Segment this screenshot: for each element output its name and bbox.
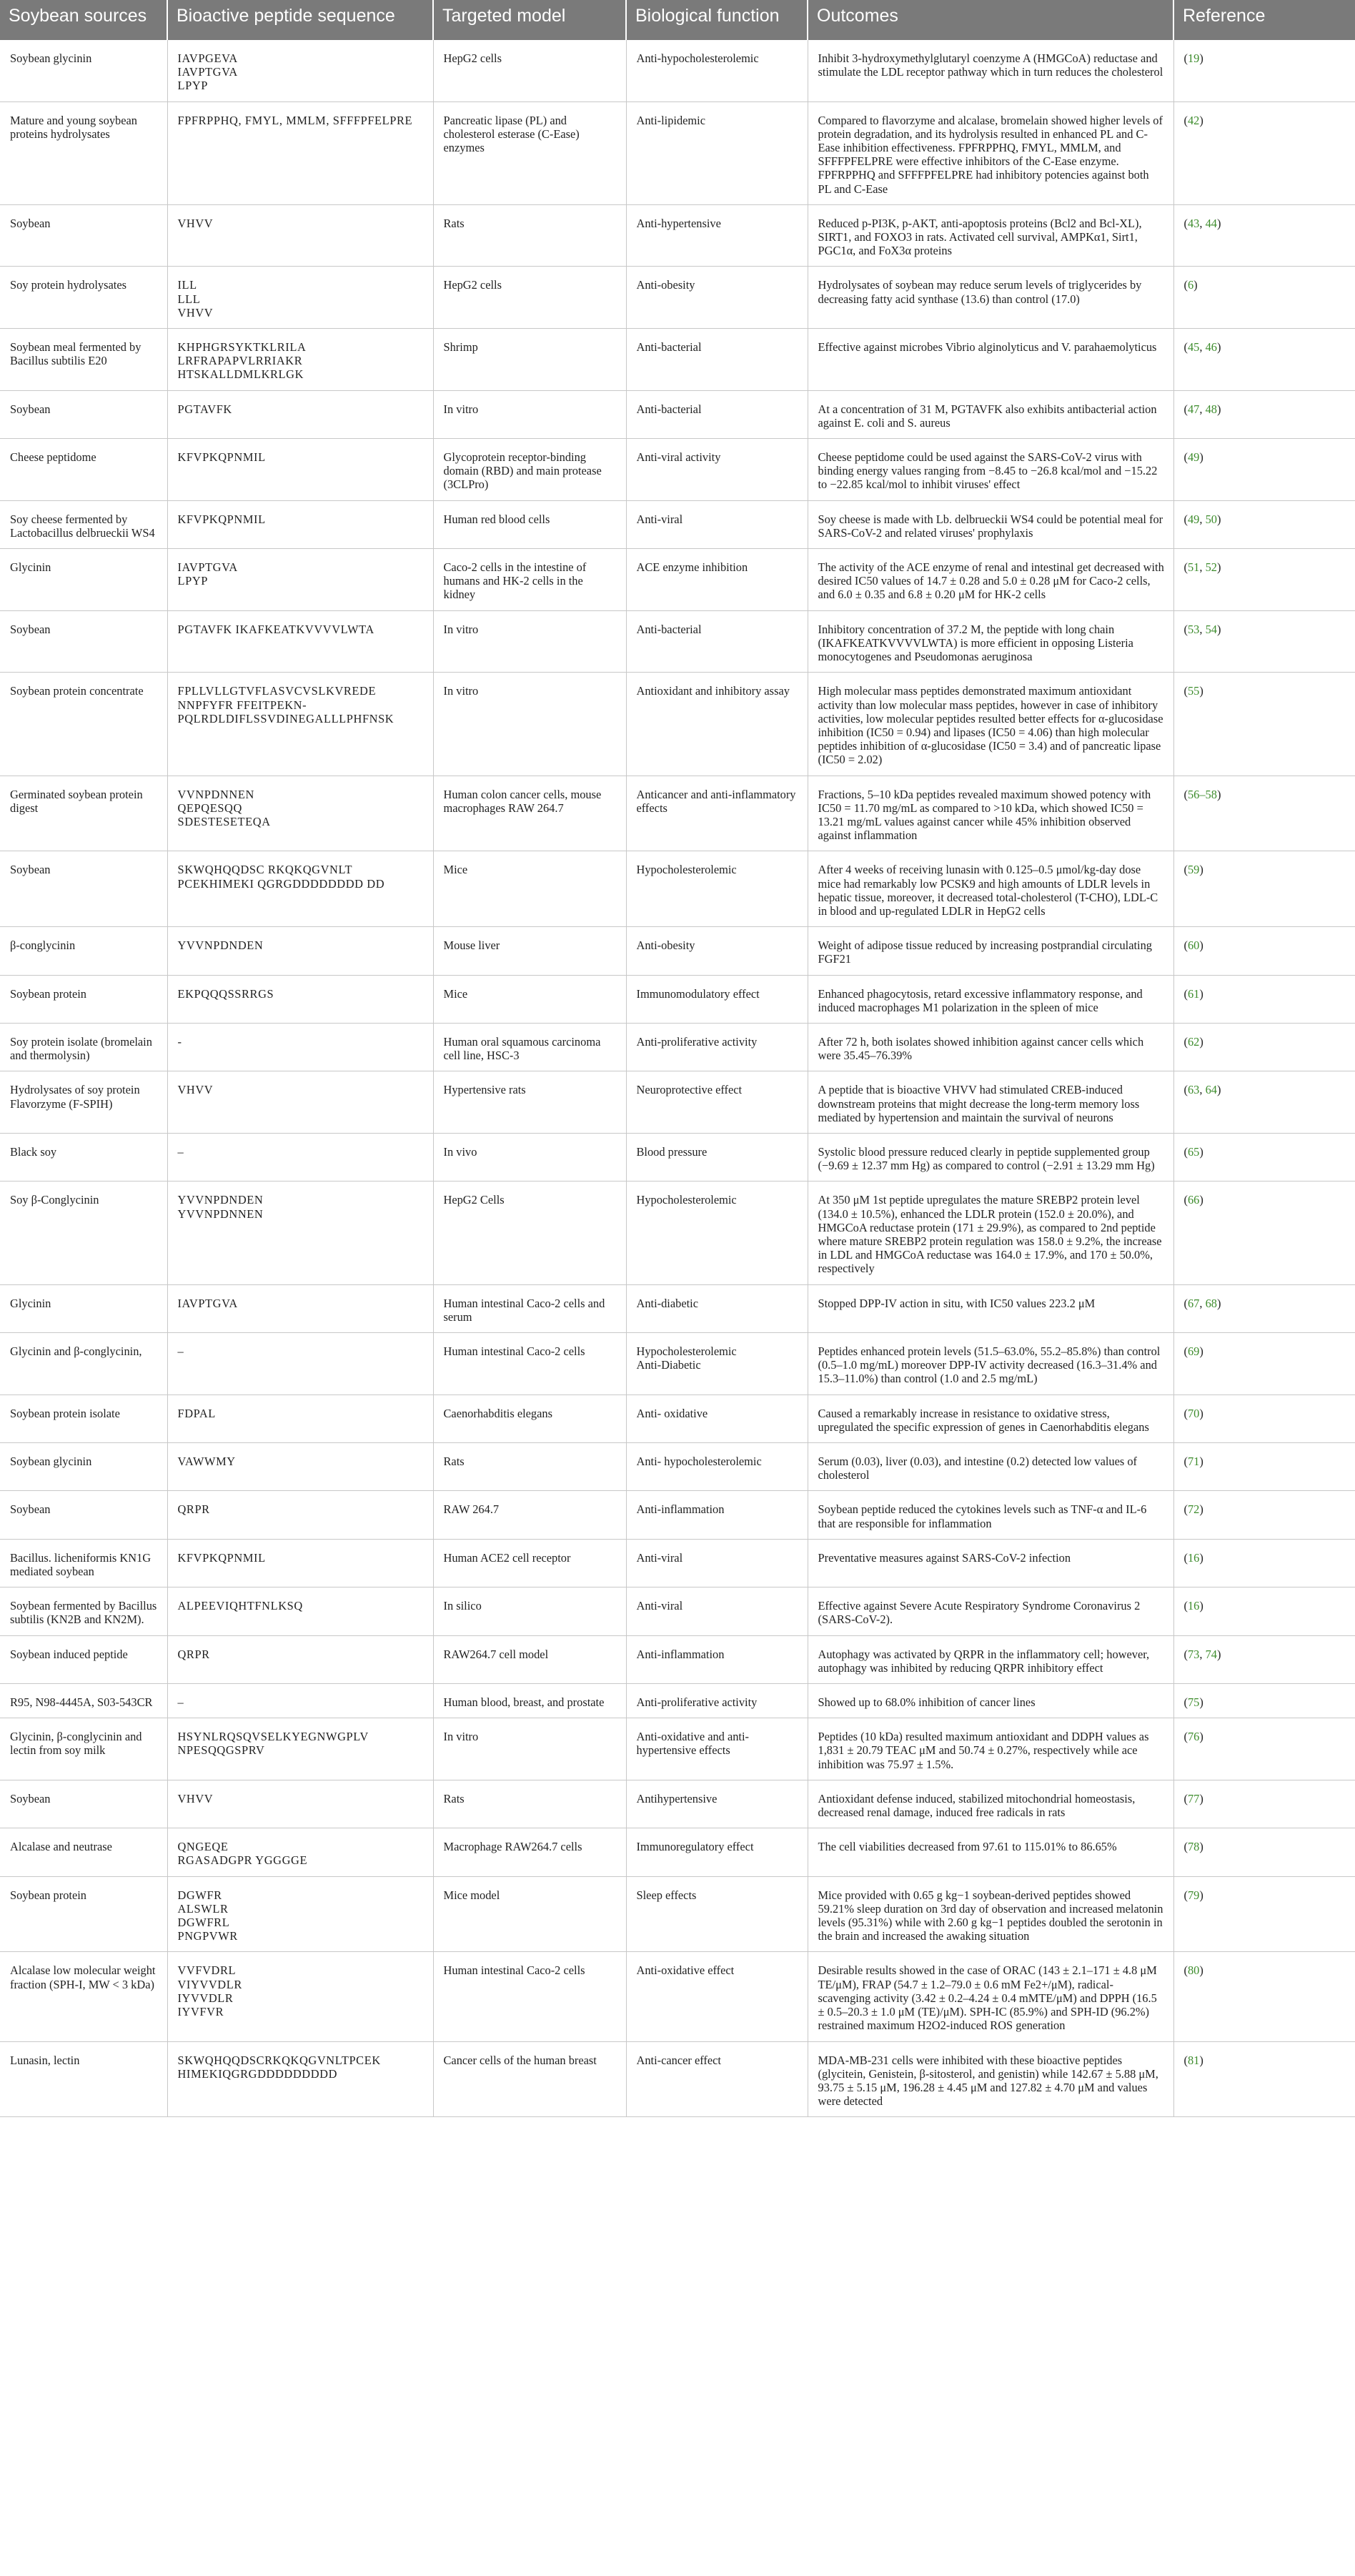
reference-link[interactable]: 70	[1187, 1406, 1200, 1420]
outcome-cell: Effective against microbes Vibrio alginolyticus and V. parahaemolyticus	[808, 329, 1173, 391]
table-row	[0, 439, 1355, 501]
outcome-cell: A peptide that is bioactive VHVV had stimulated CREB-induced downstream proteins that might decrease the long-term memory loss mediated by hypertension and maintain the survival of neurons	[808, 1071, 1173, 1134]
function-cell: Anti-inflammation	[626, 1491, 808, 1539]
source-cell: R95, N98-4445A, S03-543CR	[0, 1684, 167, 1718]
outcome-cell: Autophagy was activated by QRPR in the inflammatory cell; however, autophagy was inhibited by reducing QRPR inhibitory effect	[808, 1635, 1173, 1683]
peptide-cell: VHVV	[167, 1780, 433, 1828]
source-cell: Soybean protein	[0, 1876, 167, 1952]
source-cell: Soybean	[0, 1491, 167, 1539]
function-cell: Immunoregulatory effect	[626, 1828, 808, 1876]
function-cell: Anti- oxidative	[626, 1394, 808, 1442]
model-cell: RAW264.7 cell model	[433, 1635, 626, 1683]
reference-cell: (81)	[1173, 2041, 1355, 2117]
peptide-cell: ALPEEVIQHTFNLKSQ	[167, 1587, 433, 1635]
reference-link[interactable]: 66	[1187, 1193, 1200, 1207]
source-cell: β-conglycinin	[0, 927, 167, 975]
function-cell: Antioxidant and inhibitory assay	[626, 673, 808, 776]
model-cell: Human intestinal Caco-2 cells	[433, 1333, 626, 1395]
model-cell: Shrimp	[433, 329, 626, 391]
model-cell: Mice	[433, 975, 626, 1023]
table-row	[0, 549, 1355, 611]
peptide-cell: –	[167, 1333, 433, 1395]
table-row	[0, 927, 1355, 975]
reference-link[interactable]: 50	[1205, 512, 1217, 526]
peptide-cell: PGTAVFK IKAFKEATKVVVVLWTA	[167, 610, 433, 673]
reference-link[interactable]: 60	[1187, 938, 1200, 953]
source-cell: Soybean	[0, 390, 167, 438]
table-row	[0, 1828, 1355, 1876]
model-cell: Glycoprotein receptor-binding domain (RBD) and main protease (3CLPro)	[433, 439, 626, 501]
reference-cell: (67, 68)	[1173, 1284, 1355, 1332]
header-targeted-model: Targeted model	[433, 0, 626, 40]
model-cell: Caenorhabditis elegans	[433, 1394, 626, 1442]
function-cell: Anti-proliferative activity	[626, 1684, 808, 1718]
model-cell: HepG2 Cells	[433, 1182, 626, 1284]
outcome-cell: After 4 weeks of receiving lunasin with 0.125–0.5 μmol/kg-day dose mice had remarkably low PCSK9 and high amounts of LDLR levels in hepatic tissue, moreover, it decreased total-cholesterol (T-CHO), LDL-C in blood and up-regulated LDLR in HepG2 cells	[808, 851, 1173, 927]
peptide-cell: VAWWMY	[167, 1443, 433, 1491]
reference-cell: (61)	[1173, 975, 1355, 1023]
table-row	[0, 390, 1355, 438]
function-cell: Hypocholesterolemic	[626, 851, 808, 927]
reference-cell: (70)	[1173, 1394, 1355, 1442]
source-cell: Bacillus. licheniformis KN1G mediated soybean	[0, 1539, 167, 1587]
table-row	[0, 1284, 1355, 1332]
reference-cell: (56–58)	[1173, 776, 1355, 851]
reference-cell: (62)	[1173, 1023, 1355, 1071]
outcome-cell: Inhibitory concentration of 37.2 M, the peptide with long chain (IKAFKEATKVVVVLWTA) is more efficient in opposing Listeria monocytogenes and Pseudomonas aeruginosa	[808, 610, 1173, 673]
source-cell: Soybean fermented by Bacillus subtilis (KN2B and KN2M).	[0, 1587, 167, 1635]
peptide-cell: IAVPGEVA IAVPTGVA LPYP	[167, 40, 433, 101]
source-cell: Glycinin	[0, 1284, 167, 1332]
reference-cell: (45, 46)	[1173, 329, 1355, 391]
function-cell: Anticancer and anti-inflammatory effects	[626, 776, 808, 851]
source-cell: Lunasin, lectin	[0, 2041, 167, 2117]
reference-link[interactable]: 75	[1187, 1695, 1200, 1710]
reference-cell: (76)	[1173, 1718, 1355, 1780]
table-row	[0, 101, 1355, 204]
table-row	[0, 975, 1355, 1023]
table-row	[0, 1635, 1355, 1683]
reference-link[interactable]: 54	[1205, 622, 1217, 636]
reference-cell: (77)	[1173, 1780, 1355, 1828]
reference-link[interactable]: 67	[1187, 1296, 1200, 1310]
function-cell: Anti- hypocholesterolemic	[626, 1443, 808, 1491]
table-row	[0, 1394, 1355, 1442]
table-row	[0, 1182, 1355, 1284]
outcome-cell: Systolic blood pressure reduced clearly in peptide supplemented group (−9.69 ± 12.37 mm Hg) as compared to control (−2.91 ± 13.29 mm Hg)	[808, 1133, 1173, 1181]
function-cell: Anti-viral activity	[626, 439, 808, 501]
function-cell: Anti-proliferative activity	[626, 1023, 808, 1071]
peptide-cell: HSYNLRQSQVSELKYEGNWGPLV NPESQQGSPRV	[167, 1718, 433, 1780]
model-cell: Mouse liver	[433, 927, 626, 975]
header-outcomes: Outcomes	[808, 0, 1173, 40]
table-header-row	[0, 0, 1355, 40]
reference-link[interactable]: 74	[1205, 1647, 1217, 1661]
outcome-cell: Cheese peptidome could be used against the SARS-CoV-2 virus with binding energy values ranging from −8.45 to −26.8 kcal/mol and −15.22 to −22.85 kcal/mol to inhibit viruses' effect	[808, 439, 1173, 501]
peptide-cell: QRPR	[167, 1491, 433, 1539]
table-row	[0, 40, 1355, 101]
reference-link[interactable]: 73	[1187, 1647, 1200, 1661]
reference-cell: (60)	[1173, 927, 1355, 975]
outcome-cell: Antioxidant defense induced, stabilized mitochondrial homeostasis, decreased renal damage, induced free radicals in rats	[808, 1780, 1173, 1828]
outcome-cell: Desirable results showed in the case of ORAC (143 ± 2.1–171 ± 4.8 μM TE/μM), FRAP (54.7 ± 1.2–79.0 ± 0.6 mM Fe2+/μM), radical-scavenging activity (3.42 ± 0.2–4.24 ± 0.4 mMTE/μM) and DPPH (16.5 ± 0.5–20.3 ± 1.0 μM (TE)/μM). SPH-IC (85.9%) and SPH-ID (96.2%) restrained maximum H2O2-induced ROS generation	[808, 1952, 1173, 2041]
function-cell: ACE enzyme inhibition	[626, 549, 808, 611]
peptide-cell: –	[167, 1133, 433, 1181]
model-cell: Human intestinal Caco-2 cells and serum	[433, 1284, 626, 1332]
reference-cell: (6)	[1173, 267, 1355, 329]
source-cell: Soybean	[0, 204, 167, 267]
reference-link[interactable]: 80	[1187, 1963, 1200, 1978]
table-row	[0, 776, 1355, 851]
reference-link[interactable]: 65	[1187, 1144, 1200, 1159]
table-row	[0, 1587, 1355, 1635]
reference-link[interactable]: 56–58	[1187, 787, 1217, 801]
model-cell: Macrophage RAW264.7 cells	[433, 1828, 626, 1876]
header-biological-function: Biological function	[626, 0, 808, 40]
table-row	[0, 204, 1355, 267]
model-cell: Cancer cells of the human breast	[433, 2041, 626, 2117]
reference-cell: (43, 44)	[1173, 204, 1355, 267]
reference-link[interactable]: 49	[1187, 512, 1200, 526]
function-cell: Hypocholesterolemic Anti-Diabetic	[626, 1333, 808, 1395]
table-row	[0, 1491, 1355, 1539]
reference-link[interactable]: 72	[1187, 1502, 1200, 1517]
reference-link[interactable]: 77	[1187, 1791, 1200, 1805]
peptide-cell: FPLLVLLGTVFLASVCVSLKVREDE NNPFYFR FFEITPEKN- PQLRDLDIFLSSVDINEGALLLPHFNSK	[167, 673, 433, 776]
peptide-cell: VHVV	[167, 204, 433, 267]
outcome-cell: Effective against Severe Acute Respiratory Syndrome Coronavirus 2 (SARS-CoV-2).	[808, 1587, 1173, 1635]
function-cell: Anti-obesity	[626, 267, 808, 329]
reference-cell: (59)	[1173, 851, 1355, 927]
reference-cell: (55)	[1173, 673, 1355, 776]
source-cell: Soybean protein concentrate	[0, 673, 167, 776]
source-cell: Soy protein hydrolysates	[0, 267, 167, 329]
reference-link[interactable]: 19	[1187, 51, 1200, 65]
peptide-cell: VVNPDNNEN QEPQESQQ SDESTESETEQA	[167, 776, 433, 851]
table-row	[0, 500, 1355, 548]
function-cell: Sleep effects	[626, 1876, 808, 1952]
reference-link[interactable]: 76	[1187, 1730, 1200, 1744]
model-cell: Human oral squamous carcinoma cell line, HSC-3	[433, 1023, 626, 1071]
outcome-cell: High molecular mass peptides demonstrated maximum antioxidant activity than low molecular mass peptides, however in case of inhibitory activities, low molecular peptides resulted better effects for α-glucosidase inhibition (IC50 = 0.94) and lipases (IC50 = 4.06) than high molecular peptides inhibition of α-glucosidase (IC50 = 3.4) and of pancreatic lipase (IC50 = 2.02)	[808, 673, 1173, 776]
reference-link[interactable]: 64	[1205, 1083, 1217, 1097]
source-cell: Mature and young soybean proteins hydrolysates	[0, 101, 167, 204]
reference-link[interactable]: 51	[1187, 560, 1200, 575]
reference-link[interactable]: 59	[1187, 863, 1200, 877]
outcome-cell: The activity of the ACE enzyme of renal and intestinal get decreased with desired IC50 values of 14.7 ± 0.28 and 5.0 ± 0.28 μM for Caco-2 cells, and 6.0 ± 0.35 and 6.8 ± 0.20 μM for HK-2 cells	[808, 549, 1173, 611]
source-cell: Glycinin, β-conglycinin and lectin from soy milk	[0, 1718, 167, 1780]
table-row	[0, 1539, 1355, 1587]
function-cell: Anti-diabetic	[626, 1284, 808, 1332]
reference-link[interactable]: 53	[1187, 622, 1200, 636]
function-cell: Anti-bacterial	[626, 610, 808, 673]
source-cell: Soybean glycinin	[0, 40, 167, 101]
outcome-cell: Fractions, 5–10 kDa peptides revealed maximum showed potency with IC50 = 11.70 mg/mL as compared to >10 kDa, which showed IC50 = 13.21 mg/mL values against cancer while 45% inhibition observed against inflammation	[808, 776, 1173, 851]
peptide-cell: EKPQQQSSRRGS	[167, 975, 433, 1023]
peptide-cell: IAVPTGVA LPYP	[167, 549, 433, 611]
reference-cell: (72)	[1173, 1491, 1355, 1539]
source-cell: Hydrolysates of soy protein Flavorzyme (F-SPIH)	[0, 1071, 167, 1134]
model-cell: Mice	[433, 851, 626, 927]
reference-link[interactable]: 46	[1205, 340, 1217, 355]
model-cell: HepG2 cells	[433, 267, 626, 329]
outcome-cell: The cell viabilities decreased from 97.61 to 115.01% to 86.65%	[808, 1828, 1173, 1876]
header-peptide-sequence: Bioactive peptide sequence	[167, 0, 433, 40]
reference-link[interactable]: 48	[1205, 402, 1217, 416]
reference-cell: (73, 74)	[1173, 1635, 1355, 1683]
peptide-cell: KFVPKQPNMIL	[167, 439, 433, 501]
reference-cell: (49, 50)	[1173, 500, 1355, 548]
function-cell: Anti-oxidative effect	[626, 1952, 808, 2041]
source-cell: Soybean	[0, 610, 167, 673]
reference-cell: (16)	[1173, 1539, 1355, 1587]
table-row	[0, 267, 1355, 329]
function-cell: Neuroprotective effect	[626, 1071, 808, 1134]
outcome-cell: Peptides enhanced protein levels (51.5–63.0%, 55.2–85.8%) than control (0.5–1.0 mg/mL) moreover DPP-IV activity decreased (16.3–31.4% and 15.3–11.0%) than control (1.0 and 2.5 mg/mL)	[808, 1333, 1173, 1395]
outcome-cell: Caused a remarkably increase in resistance to oxidative stress, upregulated the specific expression of genes in Caenorhabditis elegans	[808, 1394, 1173, 1442]
reference-cell: (16)	[1173, 1587, 1355, 1635]
model-cell: In vitro	[433, 610, 626, 673]
peptide-cell: –	[167, 1684, 433, 1718]
reference-cell: (75)	[1173, 1684, 1355, 1718]
outcome-cell: Peptides (10 kDa) resulted maximum antioxidant and DDPH values as 1,831 ± 20.79 TEAC μM and 50.74 ± 0.27%, respectively while ace inhibition was 75.97 ± 1.5%.	[808, 1718, 1173, 1780]
reference-link[interactable]: 81	[1187, 2053, 1200, 2067]
reference-link[interactable]: 61	[1187, 986, 1200, 1001]
reference-cell: (80)	[1173, 1952, 1355, 2041]
reference-cell: (51, 52)	[1173, 549, 1355, 611]
peptide-cell: KHPHGRSYKTKLRILA LRFRAPAPVLRRIAKR HTSKALLDMLKRLGK	[167, 329, 433, 391]
source-cell: Glycinin and β-conglycinin,	[0, 1333, 167, 1395]
reference-link[interactable]: 71	[1187, 1455, 1200, 1469]
model-cell: Rats	[433, 1443, 626, 1491]
source-cell: Soybean	[0, 1780, 167, 1828]
source-cell: Soybean meal fermented by Bacillus subtilis E20	[0, 329, 167, 391]
source-cell: Glycinin	[0, 549, 167, 611]
peptide-cell: -	[167, 1023, 433, 1071]
function-cell: Anti-hypocholesterolemic	[626, 40, 808, 101]
reference-link[interactable]: 6	[1187, 278, 1194, 292]
table-row	[0, 1023, 1355, 1071]
outcome-cell: Compared to flavorzyme and alcalase, bromelain showed higher levels of protein degradation, and its hydrolysis resulted in enhanced PL and C-Ease inhibition effectiveness. FPFRPPHQ, FMYL, MMLM, and SFFFPFELPRE were effective inhibitors of the C-Ease enzyme. FPFRPPHQ and SFFFPFELPRE had inhibitory potencies against both PL and C-Ease	[808, 101, 1173, 204]
header-soybean-sources: Soybean sources	[0, 0, 167, 40]
peptide-cell: KFVPKQPNMIL	[167, 1539, 433, 1587]
function-cell: Anti-viral	[626, 1539, 808, 1587]
model-cell: Rats	[433, 204, 626, 267]
model-cell: Pancreatic lipase (PL) and cholesterol esterase (C-Ease) enzymes	[433, 101, 626, 204]
table-row	[0, 1684, 1355, 1718]
table-row	[0, 610, 1355, 673]
reference-link[interactable]: 69	[1187, 1344, 1200, 1358]
function-cell: Anti-bacterial	[626, 329, 808, 391]
table-row	[0, 1333, 1355, 1395]
function-cell: Anti-oxidative and anti-hypertensive effects	[626, 1718, 808, 1780]
reference-link[interactable]: 47	[1187, 402, 1200, 416]
model-cell: Human red blood cells	[433, 500, 626, 548]
table-row	[0, 1780, 1355, 1828]
model-cell: Rats	[433, 1780, 626, 1828]
peptide-cell: PGTAVFK	[167, 390, 433, 438]
function-cell: Blood pressure	[626, 1133, 808, 1181]
outcome-cell: Mice provided with 0.65 g kg−1 soybean-derived peptides showed 59.21% sleep duration on 3rd day of observation and increased melatonin levels (95.31%) while with 2.60 g kg−1 peptides doubled the serotonin in the brain and increased the awaking situation	[808, 1876, 1173, 1952]
table-row	[0, 2041, 1355, 2117]
model-cell: Human blood, breast, and prostate	[433, 1684, 626, 1718]
table-row	[0, 1071, 1355, 1134]
reference-cell: (65)	[1173, 1133, 1355, 1181]
reference-link[interactable]: 44	[1205, 216, 1217, 230]
table-row	[0, 1718, 1355, 1780]
peptide-cell: YVVNPDNDEN YVVNPDNNEN	[167, 1182, 433, 1284]
model-cell: In vivo	[433, 1133, 626, 1181]
outcome-cell: MDA-MB-231 cells were inhibited with these bioactive peptides (glycitein, Genistein, β-sitosterol, and genistin) while 142.67 ± 5.88 μM, 93.75 ± 5.15 μM, 196.28 ± 4.45 μM and 127.82 ± 4.70 μM and values were detected	[808, 2041, 1173, 2117]
outcome-cell: Hydrolysates of soybean may reduce serum levels of triglycerides by decreasing fatty acid synthase (13.6) than control (17.0)	[808, 267, 1173, 329]
table-row	[0, 1952, 1355, 2041]
reference-link[interactable]: 42	[1187, 113, 1200, 127]
reference-cell: (63, 64)	[1173, 1071, 1355, 1134]
outcome-cell: Reduced p-PI3K, p-AKT, anti-apoptosis proteins (Bcl2 and Bcl-XL), SIRT1, and FOXO3 in rats. Activated cell survival, AMPKα1, Sirt1, PGC1α, and FoX3α proteins	[808, 204, 1173, 267]
peptide-cell: QRPR	[167, 1635, 433, 1683]
peptide-cell: SKWQHQQDSCRKQKQGVNLTPCEK HIMEKIQGRGDDDDDDDDD	[167, 2041, 433, 2117]
source-cell: Soybean protein	[0, 975, 167, 1023]
reference-cell: (49)	[1173, 439, 1355, 501]
source-cell: Soybean glycinin	[0, 1443, 167, 1491]
model-cell: Caco-2 cells in the intestine of humans and HK-2 cells in the kidney	[433, 549, 626, 611]
header-reference: Reference	[1173, 0, 1355, 40]
function-cell: Anti-viral	[626, 500, 808, 548]
reference-link[interactable]: 16	[1187, 1599, 1200, 1613]
outcome-cell: After 72 h, both isolates showed inhibition against cancer cells which were 35.45–76.39%	[808, 1023, 1173, 1071]
reference-cell: (47, 48)	[1173, 390, 1355, 438]
source-cell: Cheese peptidome	[0, 439, 167, 501]
source-cell: Soy β-Conglycinin	[0, 1182, 167, 1284]
function-cell: Immunomodulatory effect	[626, 975, 808, 1023]
source-cell: Soy protein isolate (bromelain and thermolysin)	[0, 1023, 167, 1071]
outcome-cell: At 350 μM 1st peptide upregulates the mature SREBP2 protein level (134.0 ± 10.5%), enhanced the LDLR protein (152.0 ± 20.0%), and HMGCoA reductase protein (171 ± 29.9%), as compared to 2nd peptide where mature SREBP2 protein regulation was 158.0 ± 9.2%, the increase in LDL and HMGCoA reductase was 164.0 ± 17.9%, and 170 ± 50.0%, respectively	[808, 1182, 1173, 1284]
source-cell: Soybean	[0, 851, 167, 927]
function-cell: Hypocholesterolemic	[626, 1182, 808, 1284]
reference-cell: (66)	[1173, 1182, 1355, 1284]
source-cell: Soybean induced peptide	[0, 1635, 167, 1683]
peptide-cell: QNGEQE RGASADGPR YGGGGE	[167, 1828, 433, 1876]
model-cell: Human colon cancer cells, mouse macrophages RAW 264.7	[433, 776, 626, 851]
outcome-cell: Serum (0.03), liver (0.03), and intestine (0.2) detected low values of cholesterol	[808, 1443, 1173, 1491]
reference-cell: (53, 54)	[1173, 610, 1355, 673]
reference-link[interactable]: 49	[1187, 450, 1200, 465]
model-cell: Human intestinal Caco-2 cells	[433, 1952, 626, 2041]
function-cell: Anti-cancer effect	[626, 2041, 808, 2117]
model-cell: In vitro	[433, 1718, 626, 1780]
outcome-cell: Showed up to 68.0% inhibition of cancer lines	[808, 1684, 1173, 1718]
outcome-cell: Soy cheese is made with Lb. delbrueckii WS4 could be potential meal for SARS-CoV-2 and related viruses' prophylaxis	[808, 500, 1173, 548]
source-cell: Black soy	[0, 1133, 167, 1181]
peptide-cell: ILL LLL VHVV	[167, 267, 433, 329]
peptide-cell: IAVPTGVA	[167, 1284, 433, 1332]
outcome-cell: Weight of adipose tissue reduced by increasing postprandial circulating FGF21	[808, 927, 1173, 975]
table-row	[0, 1876, 1355, 1952]
outcome-cell: Preventative measures against SARS-CoV-2 infection	[808, 1539, 1173, 1587]
function-cell: Antihypertensive	[626, 1780, 808, 1828]
model-cell: Hypertensive rats	[433, 1071, 626, 1134]
peptide-cell: VVFVDRL VIYVVDLR IYVVDLR IYVFVR	[167, 1952, 433, 2041]
outcome-cell: Enhanced phagocytosis, retard excessive inflammatory response, and induced macrophages M1 polarization in the spleen of mice	[808, 975, 1173, 1023]
reference-link[interactable]: 43	[1187, 216, 1200, 230]
reference-link[interactable]: 16	[1187, 1550, 1200, 1565]
model-cell: RAW 264.7	[433, 1491, 626, 1539]
model-cell: In silico	[433, 1587, 626, 1635]
table-row	[0, 1443, 1355, 1491]
peptide-cell: DGWFR ALSWLR DGWFRL PNGPVWR	[167, 1876, 433, 1952]
function-cell: Anti-hypertensive	[626, 204, 808, 267]
reference-cell: (19)	[1173, 40, 1355, 101]
peptide-cell: KFVPKQPNMIL	[167, 500, 433, 548]
table-row	[0, 851, 1355, 927]
reference-link[interactable]: 79	[1187, 1888, 1200, 1902]
reference-link[interactable]: 62	[1187, 1034, 1200, 1049]
peptide-cell: FDPAL	[167, 1394, 433, 1442]
source-cell: Soybean protein isolate	[0, 1394, 167, 1442]
reference-cell: (78)	[1173, 1828, 1355, 1876]
table-row	[0, 1133, 1355, 1181]
reference-link[interactable]: 45	[1187, 340, 1200, 355]
function-cell: Anti-bacterial	[626, 390, 808, 438]
reference-link[interactable]: 55	[1187, 684, 1200, 698]
function-cell: Anti-obesity	[626, 927, 808, 975]
reference-cell: (71)	[1173, 1443, 1355, 1491]
reference-link[interactable]: 68	[1205, 1296, 1217, 1310]
outcome-cell: Stopped DPP-IV action in situ, with IC50 values 223.2 μM	[808, 1284, 1173, 1332]
function-cell: Anti-inflammation	[626, 1635, 808, 1683]
peptide-cell: VHVV	[167, 1071, 433, 1134]
reference-cell: (69)	[1173, 1333, 1355, 1395]
model-cell: HepG2 cells	[433, 40, 626, 101]
outcome-cell: Inhibit 3-hydroxymethylglutaryl coenzyme A (HMGCoA) reductase and stimulate the LDL receptor pathway which in turn reduces the cholesterol	[808, 40, 1173, 101]
reference-link[interactable]: 52	[1205, 560, 1217, 575]
source-cell: Alcalase low molecular weight fraction (SPH-I, MW < 3 kDa)	[0, 1952, 167, 2041]
model-cell: Human ACE2 cell receptor	[433, 1539, 626, 1587]
function-cell: Anti-lipidemic	[626, 101, 808, 204]
peptide-cell: FPFRPPHQ, FMYL, MMLM, SFFFPFELPRE	[167, 101, 433, 204]
reference-link[interactable]: 78	[1187, 1840, 1200, 1854]
source-cell: Germinated soybean protein digest	[0, 776, 167, 851]
outcome-cell: At a concentration of 31 M, PGTAVFK also exhibits antibacterial action against E. coli and S. aureus	[808, 390, 1173, 438]
outcome-cell: Soybean peptide reduced the cytokines levels such as TNF-α and IL-6 that are responsible for inflammation	[808, 1491, 1173, 1539]
model-cell: In vitro	[433, 673, 626, 776]
reference-link[interactable]: 63	[1187, 1083, 1200, 1097]
reference-cell: (42)	[1173, 101, 1355, 204]
peptide-cell: YVVNPDNDEN	[167, 927, 433, 975]
source-cell: Alcalase and neutrase	[0, 1828, 167, 1876]
model-cell: In vitro	[433, 390, 626, 438]
model-cell: Mice model	[433, 1876, 626, 1952]
function-cell: Anti-viral	[626, 1587, 808, 1635]
source-cell: Soy cheese fermented by Lactobacillus delbrueckii WS4	[0, 500, 167, 548]
reference-cell: (79)	[1173, 1876, 1355, 1952]
peptide-cell: SKWQHQQDSC RKQKQGVNLT PCEKHIMEKI QGRGDDDDDDDD DD	[167, 851, 433, 927]
table-row	[0, 673, 1355, 776]
table-row	[0, 329, 1355, 391]
